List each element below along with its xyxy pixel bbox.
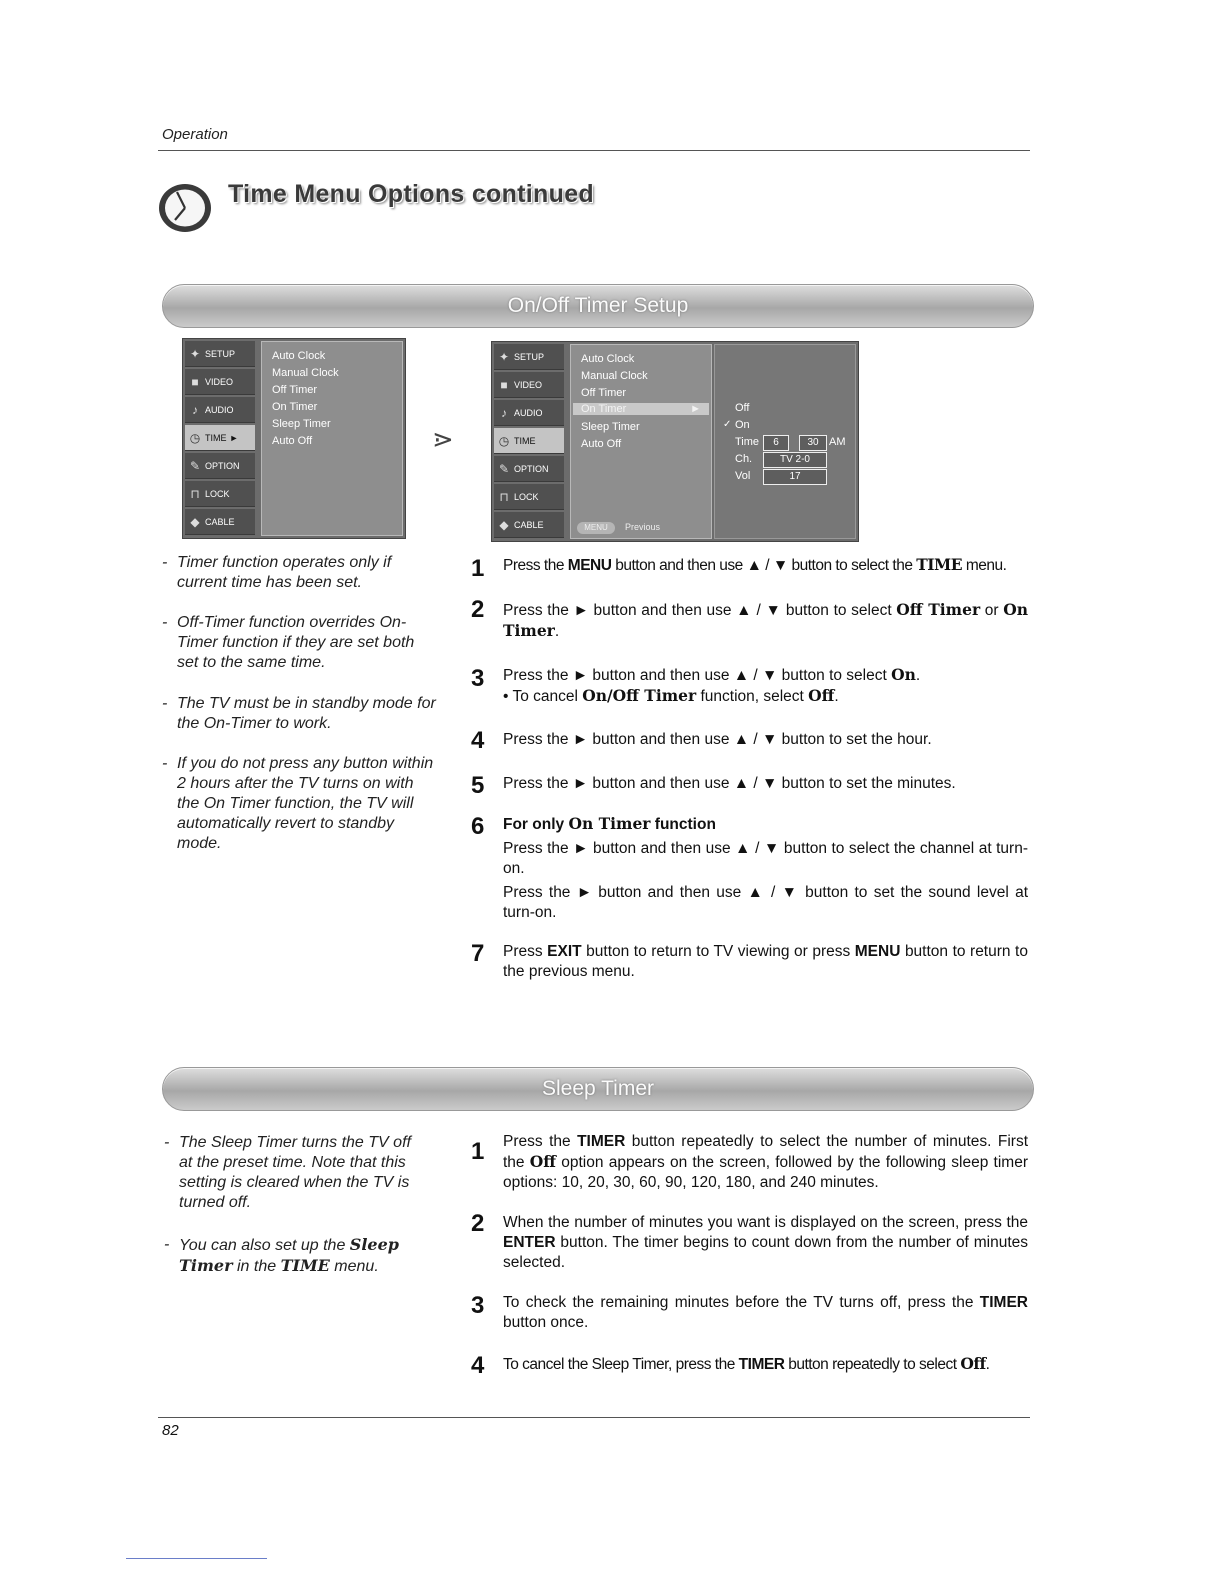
step-number: 3 xyxy=(471,1292,485,1319)
menu-tab-option[interactable]: ✎ OPTION xyxy=(185,453,255,479)
channel-label: Ch. xyxy=(735,453,753,465)
channel-field[interactable]: TV 2-0 xyxy=(763,452,827,468)
menu-item-auto-off[interactable]: Auto Off xyxy=(272,435,313,447)
section-banner-sleep xyxy=(162,1067,1034,1111)
banner-title: On/Off Timer Setup xyxy=(507,294,689,317)
menu-item-off-timer[interactable]: Off Timer xyxy=(272,384,318,396)
menu-tab-video[interactable]: ■ VIDEO xyxy=(185,369,255,395)
step-number: 4 xyxy=(471,1352,485,1379)
step-text: Press the ► button and then use ▲ / ▼ button to select On. • To cancel On/Off Timer function, select Off. xyxy=(503,665,921,705)
check-icon: ✓ xyxy=(723,419,732,430)
option-off[interactable]: Off xyxy=(735,402,750,414)
menu-item-auto-clock[interactable]: Auto Clock xyxy=(581,353,635,365)
menu-tab-cable[interactable]: ◆ CABLE xyxy=(185,509,255,535)
setup-icon: ✦ xyxy=(498,349,510,364)
note-item: - Timer function operates only if current time has been set. xyxy=(162,554,392,591)
next-arrow-icon: ⋗ xyxy=(432,424,454,454)
menu-item-off-timer[interactable]: Off Timer xyxy=(581,387,627,399)
step-number: 1 xyxy=(471,555,485,582)
lock-icon: ⊓ xyxy=(499,489,509,504)
step-text: Press the ► button and then use ▲ / ▼ button to set the hour. xyxy=(503,731,932,748)
step-text: To cancel the Sleep Timer, press the TIMER button repeatedly to select Off. xyxy=(503,1354,990,1373)
step-number: 2 xyxy=(471,596,485,623)
arrow-right-icon: ► xyxy=(229,432,239,443)
video-icon: ■ xyxy=(191,374,199,389)
previous-label: Previous xyxy=(625,522,661,532)
step-number: 3 xyxy=(471,665,485,692)
volume-label: Vol xyxy=(735,470,751,482)
tv-menu-screen-1 xyxy=(182,338,406,539)
step-text: To check the remaining minutes before the TV turns off, press the TIMER button once. xyxy=(503,1294,1028,1331)
audio-icon: ♪ xyxy=(501,405,507,420)
page-title: Time Menu Options continued xyxy=(228,180,594,208)
time-label: Time xyxy=(735,436,760,448)
menu-tab-option[interactable]: ✎ OPTION xyxy=(494,456,564,482)
on-timer-options-panel xyxy=(714,344,856,539)
step-text: For only On Timer function Press the ► button and then use ▲ / ▼ button to select the channel at turn-on. Press the ► button and then use ▲ / ▼ button to set the sound level at turn-on. xyxy=(503,814,1028,921)
note-item: - The TV must be in standby mode for the On-Timer to work. xyxy=(162,695,436,732)
menu-items-panel xyxy=(570,344,712,539)
banner-title: Sleep Timer xyxy=(541,1077,655,1100)
menu-item-on-timer-selected[interactable]: On Timer ► xyxy=(573,403,709,415)
menu-tab-lock[interactable]: ⊓ LOCK xyxy=(185,481,255,507)
note-item: - Off-Timer function overrides On-Timer function if they are set both set to the same time. xyxy=(162,614,415,671)
menu-tab-audio[interactable]: ♪ AUDIO xyxy=(185,397,255,423)
step-text: Press the ► button and then use ▲ / ▼ button to set the minutes. xyxy=(503,775,956,792)
step-number: 7 xyxy=(471,940,485,967)
step-number: 5 xyxy=(471,772,485,799)
setup-icon: ✦ xyxy=(189,346,201,361)
menu-item-manual-clock[interactable]: Manual Clock xyxy=(272,367,339,379)
menu-tab-setup[interactable]: ✦ SETUP xyxy=(185,341,255,367)
menu-item-auto-off[interactable]: Auto Off xyxy=(581,438,622,450)
volume-field[interactable]: 17 xyxy=(763,469,827,485)
menu-item-auto-clock[interactable]: Auto Clock xyxy=(272,350,326,362)
page-number: 82 xyxy=(162,1422,179,1439)
hour-field[interactable]: 6 xyxy=(763,435,789,451)
bottom-link-line xyxy=(126,1558,267,1559)
arrow-right-icon: ► xyxy=(690,403,701,415)
menu-tab-cable[interactable]: ◆ CABLE xyxy=(494,512,564,538)
section-label: Operation xyxy=(162,126,228,143)
step-text: Press the ► button and then use ▲ / ▼ button to select Off Timer or On Timer. xyxy=(503,600,1028,640)
menu-items-panel xyxy=(261,341,403,536)
option-icon: ✎ xyxy=(498,461,510,476)
note-item: - You can also set up the Sleep Timer in the TIME menu. xyxy=(164,1235,399,1275)
step-number: 1 xyxy=(471,1138,485,1165)
option-icon: ✎ xyxy=(189,458,201,473)
menu-tab-lock[interactable]: ⊓ LOCK xyxy=(494,484,564,510)
menu-tab-time[interactable]: ◷ TIME xyxy=(494,428,564,454)
step-number: 6 xyxy=(471,813,485,840)
menu-key-badge: MENU xyxy=(577,522,615,534)
section-banner-onoff xyxy=(162,284,1034,328)
menu-tab-audio[interactable]: ♪ AUDIO xyxy=(494,400,564,426)
clock-icon: ◷ xyxy=(189,430,201,445)
audio-icon: ♪ xyxy=(192,402,198,417)
video-icon: ■ xyxy=(500,377,508,392)
clock-icon: ◷ xyxy=(498,433,510,448)
ampm-label: AM xyxy=(829,436,846,448)
minute-field[interactable]: 30 xyxy=(799,435,827,451)
cable-icon: ◆ xyxy=(190,514,200,529)
menu-tab-time[interactable]: ◷ TIME ► xyxy=(185,425,255,451)
step-text: Press the TIMER button repeatedly to select the number of minutes. First the Off option appears on the screen, followed by the following sleep timer options: 10, 20, 30, 60, 90, 120, 180, and 240 minutes. xyxy=(503,1133,1029,1191)
header-rule xyxy=(158,150,1030,151)
option-on[interactable]: On xyxy=(735,419,750,431)
cable-icon: ◆ xyxy=(499,517,509,532)
menu-item-on-timer[interactable]: On Timer xyxy=(272,401,318,413)
step-number: 2 xyxy=(471,1210,485,1237)
step-text: Press EXIT button to return to TV viewing or press MENU button to return to the previous menu. xyxy=(503,943,1028,980)
note-item: - If you do not press any button within 2 hours after the TV turns on with the On Timer function, the TV will automatically revert to standby mode. xyxy=(162,755,434,852)
tv-menu-screen-2 xyxy=(491,341,859,542)
step-text: Press the MENU button and then use ▲ / ▼ button to select the TIME menu. xyxy=(503,555,1007,574)
note-item: - The Sleep Timer turns the TV off at the preset time. Note that this setting is cleared when the TV is turned off. xyxy=(164,1134,411,1211)
step-number: 4 xyxy=(471,727,485,754)
footer-rule xyxy=(158,1417,1030,1418)
menu-item-sleep-timer[interactable]: Sleep Timer xyxy=(272,418,331,430)
clock-icon xyxy=(155,180,215,236)
lock-icon: ⊓ xyxy=(190,486,200,501)
menu-item-manual-clock[interactable]: Manual Clock xyxy=(581,370,648,382)
menu-item-sleep-timer[interactable]: Sleep Timer xyxy=(581,421,640,433)
menu-tab-setup[interactable]: ✦ SETUP xyxy=(494,344,564,370)
title-block xyxy=(155,180,215,236)
step-text: When the number of minutes you want is displayed on the screen, press the ENTER button. The timer begins to count down from the number of minutes selected. xyxy=(503,1214,1028,1271)
menu-tab-video[interactable]: ■ VIDEO xyxy=(494,372,564,398)
